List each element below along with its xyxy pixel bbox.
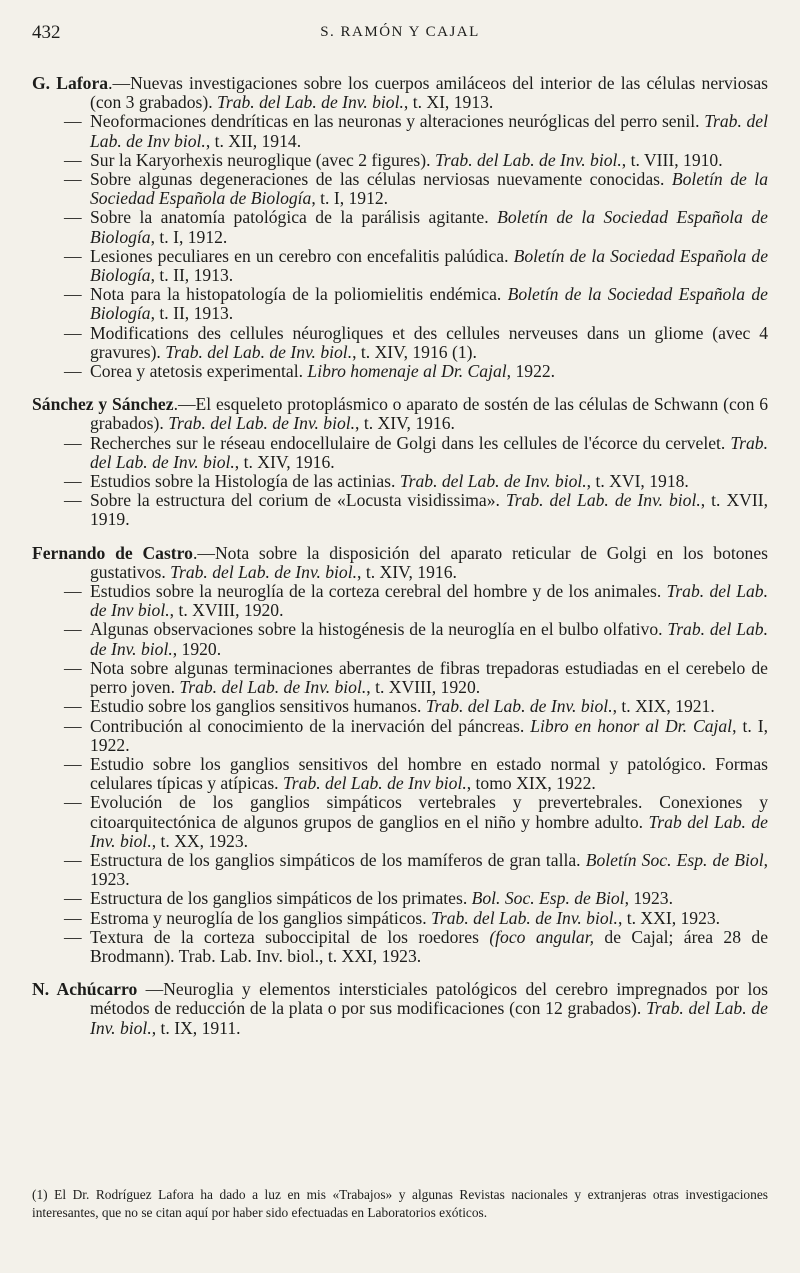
entry-title: Corea y atetosis experimental. — [90, 361, 304, 382]
bibliography-entry — [32, 491, 768, 529]
entry-volume: , t. XVI, 1918. — [586, 471, 689, 492]
bibliography-block — [32, 395, 768, 529]
entry-volume: , t. XII, 1914. — [205, 130, 302, 151]
bibliography-entry — [32, 247, 768, 285]
entry-source: Trab. del Lab. de Inv. biol. — [425, 696, 613, 717]
entry-source: Trab. del Lab. de Inv. biol. — [179, 677, 367, 698]
bibliography-entry — [32, 909, 768, 928]
entry-title: Estructura de los ganglios simpáticos de los primates. — [90, 888, 468, 909]
entry-source: Trab. del Lab. de Inv. biol. — [170, 561, 358, 582]
entry-volume: , t. XIV, 1916. — [355, 413, 455, 434]
entry-source: Trab. del Lab. de Inv. biol. — [431, 907, 618, 928]
author-entry — [32, 980, 768, 1038]
entry-title: Nota sobre algunas terminaciones aberrantes de fibras trepadoras estudiadas en el cerebelo de perro joven. — [90, 657, 768, 698]
entry-volume: , t. II, 1913. — [150, 265, 234, 286]
entry-dash: — — [64, 888, 82, 909]
entry-volume: , t. II, 1913. — [150, 303, 234, 324]
entry-title: Sur la Karyorhexis neuroglique (avec 2 figures). — [90, 149, 431, 170]
entry-dash: — — [64, 432, 82, 453]
entry-volume: , t. XIX, 1921. — [612, 696, 715, 717]
entry-source: Bol. Soc. Esp. de Biol — [471, 888, 625, 909]
footnote — [32, 1186, 768, 1221]
entry-dash: — — [64, 849, 82, 870]
entry-source: Boletín de la Sociedad Española de Biología — [90, 169, 768, 209]
entry-volume: , 1923. — [624, 888, 673, 909]
entry-dash: — — [64, 581, 82, 602]
bibliography-entry — [32, 151, 768, 170]
entry-source: Boletín de la Sociedad Española de Biología — [90, 245, 768, 286]
entry-source: Trab. del Lab. de Inv. biol. — [434, 149, 622, 170]
entry-title: Estudios sobre la neuroglía de la corteza cerebral del hombre y de los animales. — [90, 581, 662, 602]
entry-title: —Neuroglia y elementos intersticiales patológicos del cerebro impregnados por los métodos de reducción de la plata o por sus modificaciones (con 12 grabados). — [90, 979, 768, 1019]
entry-dash: — — [64, 926, 82, 947]
entry-volume: , t. VIII, 1910. — [621, 149, 723, 170]
bibliography-entry — [32, 170, 768, 208]
entry-volume: , t. I, 1912. — [311, 188, 389, 209]
entry-title: Nota para la histopatología de la poliomielitis endémica. — [90, 284, 502, 305]
entry-volume: , t. XVII, 1919. — [90, 490, 768, 530]
bibliography-entry — [32, 697, 768, 716]
bibliography-block — [32, 544, 768, 966]
entry-title: Estudios sobre la Histología de las actinias. — [90, 471, 396, 492]
entry-dash: — — [64, 111, 82, 132]
entry-volume: , 1922. — [506, 361, 556, 382]
entry-source: Trab. del Lab. de Inv. biol. — [217, 92, 404, 113]
bibliography-body — [32, 74, 768, 1038]
entry-dash: — — [64, 696, 82, 717]
footnote-mark: (1) — [32, 1187, 48, 1202]
entry-title: Modifications des cellules néurogliques et des cellules nerveuses dans un gliome (avec 4 gravures). — [90, 322, 768, 362]
entry-volume: , t. XI, 1913. — [403, 92, 494, 113]
entry-title: Sobre la anatomía patológica de la parálisis agitante. — [90, 207, 489, 228]
author-name: Sánchez y Sánchez — [32, 394, 174, 415]
bibliography-entry — [32, 472, 768, 491]
entry-dash: — — [64, 471, 82, 492]
bibliography-entry — [32, 434, 768, 472]
bibliography-entry — [32, 582, 768, 620]
entry-source: Trab. del Lab. de Inv biol. — [90, 581, 768, 621]
entry-title: Sobre algunas degeneraciones de las células nerviosas nuevamente conocidas. — [90, 169, 665, 190]
entry-source: Trab. del Lab. de Inv. biol. — [90, 432, 768, 472]
bibliography-entry — [32, 755, 768, 793]
entry-source: Trab. del Lab. de Inv. biol. — [90, 619, 768, 659]
entry-volume: , t. XVIII, 1920. — [366, 677, 481, 698]
entry-source: Trab. del Lab. de Inv biol. — [282, 773, 467, 794]
author-entry — [32, 544, 768, 582]
bibliography-block — [32, 980, 768, 1038]
entry-title: Contribución al conocimiento de la inervación del páncreas. — [90, 715, 525, 736]
entry-dash: — — [64, 907, 82, 928]
entry-title: .—El esqueleto protoplásmico o aparato de sostén de las células de Schwann (con 6 grabados). — [90, 394, 768, 434]
entry-title: Textura de la corteza suboccipital de los roedores — [90, 926, 479, 947]
bibliography-entry — [32, 208, 768, 246]
entry-source: Libro homenaje al Dr. Cajal — [307, 361, 507, 382]
bibliography-entry — [32, 717, 768, 755]
entry-volume: , t. I, 1912. — [150, 226, 228, 247]
entry-dash: — — [64, 207, 82, 228]
bibliography-entry — [32, 659, 768, 697]
entry-title: Estroma y neuroglía de los ganglios simpáticos. — [90, 907, 427, 928]
entry-volume: , t. I, 1922. — [90, 715, 768, 755]
entry-volume: , tomo XIX, 1922. — [466, 773, 596, 794]
entry-dash: — — [64, 284, 82, 305]
bibliography-entry — [32, 324, 768, 362]
entry-source: Libro en honor al Dr. Cajal — [530, 715, 733, 736]
page-number: 432 — [32, 22, 61, 43]
entry-volume: , t. XIV, 1916. — [234, 451, 335, 472]
author-name: G. Lafora — [32, 73, 109, 93]
page-header — [32, 22, 768, 48]
entry-dash: — — [64, 490, 82, 511]
entry-dash: — — [64, 322, 82, 343]
entry-dash: — — [64, 715, 82, 736]
running-head: S. RAMÓN Y CAJAL — [320, 24, 480, 40]
entry-title: Recherches sur le réseau endocellulaire de Golgi dans les cellules de l'écorce du cervelet. — [90, 432, 726, 453]
entry-source: Trab. del Lab. de Inv. biol. — [168, 413, 356, 434]
entry-dash: — — [64, 245, 82, 266]
bibliography-entry — [32, 928, 768, 966]
entry-title: Sobre la estructura del corium de «Locusta visidissima». — [90, 490, 500, 511]
entry-source: Boletín de la Sociedad Española de Biología — [90, 284, 768, 324]
bibliography-entry — [32, 889, 768, 908]
author-entry — [32, 74, 768, 112]
entry-source: Trab del Lab. de Inv. biol. — [90, 811, 768, 851]
entry-title: .—Nota sobre la disposición del aparato reticular de Golgi en los botones gustativos. — [90, 542, 769, 582]
entry-title: Lesiones peculiares en un cerebro con encefalitis palúdica. — [90, 245, 509, 266]
entry-title: Algunas observaciones sobre la histogénesis de la neuroglía en el bulbo olfativo. — [90, 619, 663, 640]
entry-source: Trab. del Lab. de Inv. biol. — [165, 341, 353, 362]
bibliography-entry — [32, 362, 768, 381]
entry-dash: — — [64, 169, 82, 190]
entry-volume: , t. XIV, 1916 (1). — [352, 341, 477, 362]
entry-dash: — — [64, 619, 82, 640]
entry-title: Estudio sobre los ganglios sensitivos humanos. — [90, 696, 422, 717]
entry-volume: , 1923. — [90, 849, 768, 890]
entry-source: Boletín de la Sociedad Española de Biología — [90, 207, 768, 247]
author-entry — [32, 395, 768, 433]
entry-volume: , 1920. — [172, 638, 222, 659]
entry-source: (foco angular, — [489, 926, 595, 947]
entry-dash: — — [64, 792, 82, 813]
footnote-text: El Dr. Rodríguez Lafora ha dado a luz en mis «Trabajos» y algunas Revistas nacionales y extranjeras otras investigaciones interesantes, que no se citan aquí por haber sido efectuadas en Laboratorios exóticos. — [32, 1187, 768, 1220]
entry-dash: — — [64, 149, 82, 170]
entry-source: Trab. del Lab. de Inv. biol. — [90, 998, 768, 1038]
bibliography-entry — [32, 112, 768, 150]
entry-volume: , t. IX, 1911. — [151, 1017, 241, 1038]
entry-source: Boletín Soc. Esp. de Biol — [585, 849, 764, 870]
author-name: N. Achúcarro — [32, 979, 138, 1000]
bibliography-entry — [32, 793, 768, 851]
entry-title: Evolución de los ganglios simpáticos vertebrales y prevertebrales. Conexiones y citoarquitectónica de algunos grupos de ganglios en el niño y hombre adulto. — [90, 792, 768, 832]
entry-dash: — — [64, 753, 82, 774]
entry-volume: , t. XX, 1923. — [151, 830, 249, 851]
bibliography-block — [32, 74, 768, 381]
author-name: Fernando de Castro — [32, 542, 193, 563]
entry-title: .—Nuevas investigaciones sobre los cuerpos amiláceos del interior de las células nerviosas (con 3 grabados). — [90, 73, 768, 113]
entry-dash: — — [64, 657, 82, 678]
entry-source: Trab. del Lab. de Inv. biol. — [399, 471, 587, 492]
entry-volume: , t. XXI, 1923. — [617, 907, 721, 928]
bibliography-entry — [32, 851, 768, 889]
entry-volume: , t. XIV, 1916. — [357, 561, 457, 582]
entry-dash: — — [64, 361, 82, 382]
entry-volume: , t. XVIII, 1920. — [169, 600, 284, 621]
entry-title: Neoformaciones dendríticas en las neuronas y alteraciones neuróglicas del perro senil. — [90, 111, 700, 132]
entry-title: Estudio sobre los ganglios sensitivos del hombre en estado normal y patológico. Formas celulares típicas y atípicas. — [90, 753, 768, 794]
entry-title: Estructura de los ganglios simpáticos de los mamíferos de gran talla. — [90, 849, 581, 870]
entry-source: Trab. del Lab. de Inv biol. — [90, 111, 768, 151]
bibliography-entry — [32, 620, 768, 658]
entry-volume: de Cajal; área 28 de Brodmann). Trab. Lab. Inv. biol., t. XXI, 1923. — [90, 926, 769, 966]
entry-source: Trab. del Lab. de Inv. biol. — [505, 490, 701, 511]
bibliography-entry — [32, 285, 768, 323]
